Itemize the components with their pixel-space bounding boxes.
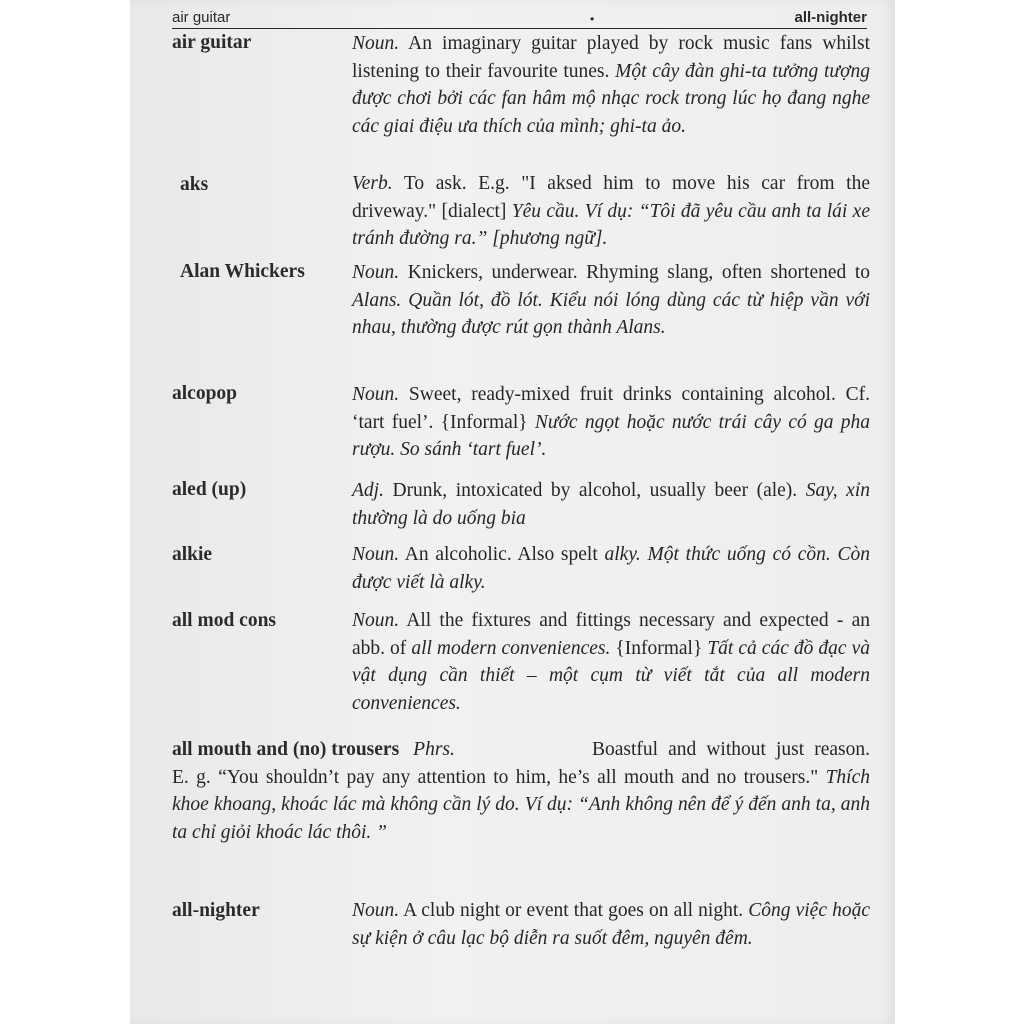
part-of-speech: Noun. bbox=[352, 610, 400, 631]
english-definition: Drunk, intoxicated by alcohol, usually beer (ale). bbox=[383, 480, 806, 501]
english-definition: To ask. E.g. "I aksed him to move his car from the driveway." [dialect] bbox=[352, 173, 870, 222]
vietnamese-definition: Thích khoe khoang, khoác lác mà không cần lý do. Ví dụ: “Anh không nên để ý đến anh ta, anh ta chỉ giỏi khoác lác thôi. ” bbox=[172, 766, 870, 843]
headword: all-nighter bbox=[172, 900, 260, 921]
vietnamese-definition: Nước ngọt hoặc nước trái cây có ga pha rượu. So sánh ‘tart fuel’. bbox=[352, 411, 870, 460]
part-of-speech: Noun. bbox=[352, 544, 400, 565]
definition bbox=[352, 541, 870, 596]
part-of-speech: Phrs. bbox=[413, 739, 455, 760]
header-last-word: all-nighter bbox=[794, 9, 867, 26]
running-header bbox=[172, 6, 867, 29]
english-definition: An imaginary guitar played by rock music fans whilst listening to their favourite tunes. bbox=[352, 33, 870, 82]
part-of-speech: Adj. bbox=[352, 480, 384, 501]
headword: alcopop bbox=[172, 383, 238, 404]
english-definition: Sweet, ready-mixed fruit drinks containing alcohol. Cf. ‘tart fuel’. {Informal} bbox=[352, 384, 870, 433]
vietnamese-definition: Say, xỉn thường là do uống bia bbox=[352, 480, 870, 529]
vietnamese-definition: Yêu cầu. Ví dụ: “Tôi đã yêu cầu anh ta lái xe tránh đường ra.” [phương ngữ]. bbox=[352, 200, 870, 249]
vietnamese-definition: Tất cả các đồ đạc và vật dụng cần thiết – một cụm từ viết tắt của all modern conveniences. bbox=[352, 637, 870, 714]
vietnamese-definition: Quần lót, đồ lót. Kiểu nói lóng dùng các từ hiệp vần với nhau, thường được rút gọn thành Alans. bbox=[352, 289, 870, 338]
headword: aled (up) bbox=[172, 479, 247, 500]
vietnamese-definition: Một thức uống có cồn. Còn được viết là alky. bbox=[352, 544, 870, 593]
part-of-speech: Verb. bbox=[352, 173, 393, 194]
english-definition: Boastful and without just reason. E. g. “You shouldn’t pay any attention to him, he’s all mouth and no trousers." bbox=[172, 739, 870, 788]
definition bbox=[352, 30, 870, 140]
book-page bbox=[130, 0, 895, 1024]
definition bbox=[352, 477, 870, 532]
definition bbox=[352, 381, 870, 464]
vietnamese-definition: Một cây đàn ghi-ta tưởng tượng được chơi bởi các fan hâm mộ nhạc rock trong lúc họ đang nghe các giai điệu ưa thích của mình; ghi-ta ảo. bbox=[352, 60, 870, 137]
definition bbox=[352, 607, 870, 717]
english-definition: A club night or event that goes on all night. bbox=[399, 900, 749, 921]
headword: Alan Whickers bbox=[180, 261, 305, 282]
header-first-word: air guitar bbox=[172, 9, 231, 26]
headword: all mod cons bbox=[172, 610, 277, 631]
definition bbox=[352, 897, 870, 952]
vietnamese-definition: Công việc hoặc sự kiện ở câu lạc bộ diễn ra suốt đêm, nguyên đêm. bbox=[352, 900, 870, 949]
english-definition: Knickers, underwear. Rhyming slang, often shortened to bbox=[399, 262, 870, 283]
english-italic-term: alky. bbox=[604, 544, 641, 565]
definition bbox=[352, 259, 870, 342]
headword: alkie bbox=[172, 544, 213, 565]
english-definition: An alcoholic. Also spelt bbox=[399, 544, 605, 565]
part-of-speech: Noun. bbox=[352, 900, 400, 921]
definition bbox=[352, 170, 870, 253]
headword: aks bbox=[180, 174, 209, 195]
header-dot: • bbox=[590, 12, 595, 26]
english-italic-term: Alans. bbox=[352, 289, 402, 311]
part-of-speech: Noun. bbox=[352, 33, 400, 54]
headword: all mouth and (no) trousers bbox=[172, 739, 400, 760]
register-label: {Informal} bbox=[610, 637, 708, 659]
headword: air guitar bbox=[172, 32, 252, 53]
all-mouth-definition-body bbox=[172, 736, 870, 846]
english-italic-term: all modern conveniences. bbox=[411, 637, 611, 659]
english-definition: All the fixtures and fittings necessary and expected - an abb. of bbox=[352, 610, 870, 659]
part-of-speech: Noun. bbox=[352, 262, 400, 283]
part-of-speech: Noun. bbox=[352, 384, 400, 405]
